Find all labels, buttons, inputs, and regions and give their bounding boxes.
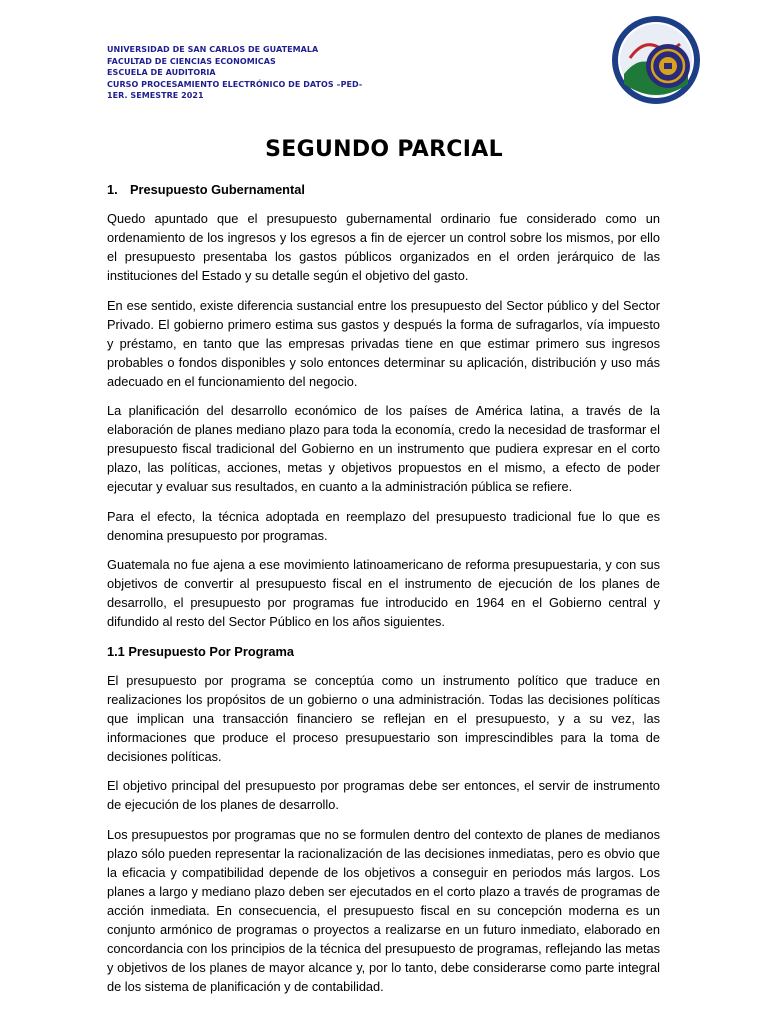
section-number: 1. [107, 182, 118, 197]
header-faculty: FACULTAD DE CIENCIAS ECONOMICAS [107, 56, 276, 66]
paragraph: Quedo apuntado que el presupuesto gubernamental ordinario fue considerado como un ordenamiento de los ingresos y los egresos a fin de ejercer un control sobre los mismos, por ello el presupuesto presentaba los gastos públicos organizados en el orden jerárquico de las instituciones del Estado y su detalle según el objetivo del gasto. [107, 211, 660, 283]
paragraph: En ese sentido, existe diferencia sustancial entre los presupuesto del Sector público y del Sector Privado. El gobierno primero estima sus gastos y después la forma de sufragarlos, vía impuesto y préstamo, en tanto que las empresas privadas tiene en que estimar primero sus ingresos probables o fondos disponibles y solo entonces determinar su aplicación, distribución y uso más adecuado en el funcionamiento del negocio. [107, 297, 660, 389]
paragraph: La planificación del desarrollo económico de los países de América latina, a través de la elaboración de planes mediano plazo para toda la economía, credo la necesidad de trasformar el presupuesto fiscal tradicional del Gobierno en un instrumento que pudiera expresar en el corto plazo, las políticas, acciones, metas y objetivos propuestos en el mismo, a efecto de poder ejecutar y evaluar sus resultados, en cuanto a la administración pública se refiere. [107, 403, 660, 494]
paragraph: Para el efecto, la técnica adoptada en reemplazo del presupuesto tradicional fue lo que es denomina presupuesto por programas. [107, 508, 660, 543]
header-course: CURSO PROCESAMIENTO ELECTRÓNICO DE DATOS –PED- [107, 79, 363, 89]
document-body [107, 180, 660, 1006]
university-seal-logo [610, 14, 702, 106]
subsection-heading: 1.1 Presupuesto Por Programa [107, 643, 295, 659]
document-title: SEGUNDO PARCIAL [265, 137, 503, 162]
section-heading [107, 180, 660, 199]
paragraph: El objetivo principal del presupuesto por programas debe ser entonces, el servir de instrumento de ejecución de los planes de desarrollo. [107, 778, 660, 812]
section-heading-text: Presupuesto Gubernamental [130, 182, 305, 197]
header-university: UNIVERSIDAD DE SAN CARLOS DE GUATEMALA [107, 45, 319, 54]
paragraph: Guatemala no fue ajena a ese movimiento latinoamericano de reforma presupuestaria, y con sus objetivos de convertir al presupuesto fiscal en el instrumento de ejecución de los planes de desarrollo, el presupuesto por programas fue introducido en 1964 en el Gobierno central y difundido al resto del Sector Público en los años siguientes. [107, 557, 660, 629]
institution-header [107, 44, 527, 102]
header-school: ESCUELA DE AUDITORIA [107, 68, 216, 77]
paragraph: Los presupuestos por programas que no se formulen dentro del contexto de planes de medianos plazo sólo pueden representar la racionalización de las decisiones inmediatas, pero es obvio que la eficacia y compatibilidad depende de los objetivos a conseguir en periodos más largos. Los planes a largo y mediano plazo deben ser ejecutados en el corto plazo a través de programas de acción inmediata. En consecuencia, el presupuesto fiscal en su concepción moderna es un conjunto armónico de programas o proyectos a realizarse en un futuro inmediato, elaborado en concordancia con los principios de la técnica del presupuesto de programas, reflejando las metas y objetivos de los planes de mayor alcance y, por lo tanto, debe considerarse como parte integral de los sistema de planificación y de contabilidad. [107, 826, 660, 994]
header-semester: 1ER. SEMESTRE 2021 [107, 91, 204, 100]
paragraph: El presupuesto por programa se conceptúa como un instrumento político que traduce en realizaciones los propósitos de un gobierno o una administración. Todas las decisiones políticas que implican una transacción financiero se reflejan en el presupuesto, y a su vez, las informaciones que produce el proceso presupuestario son imprescindibles para la toma de decisiones políticas. [107, 672, 660, 764]
